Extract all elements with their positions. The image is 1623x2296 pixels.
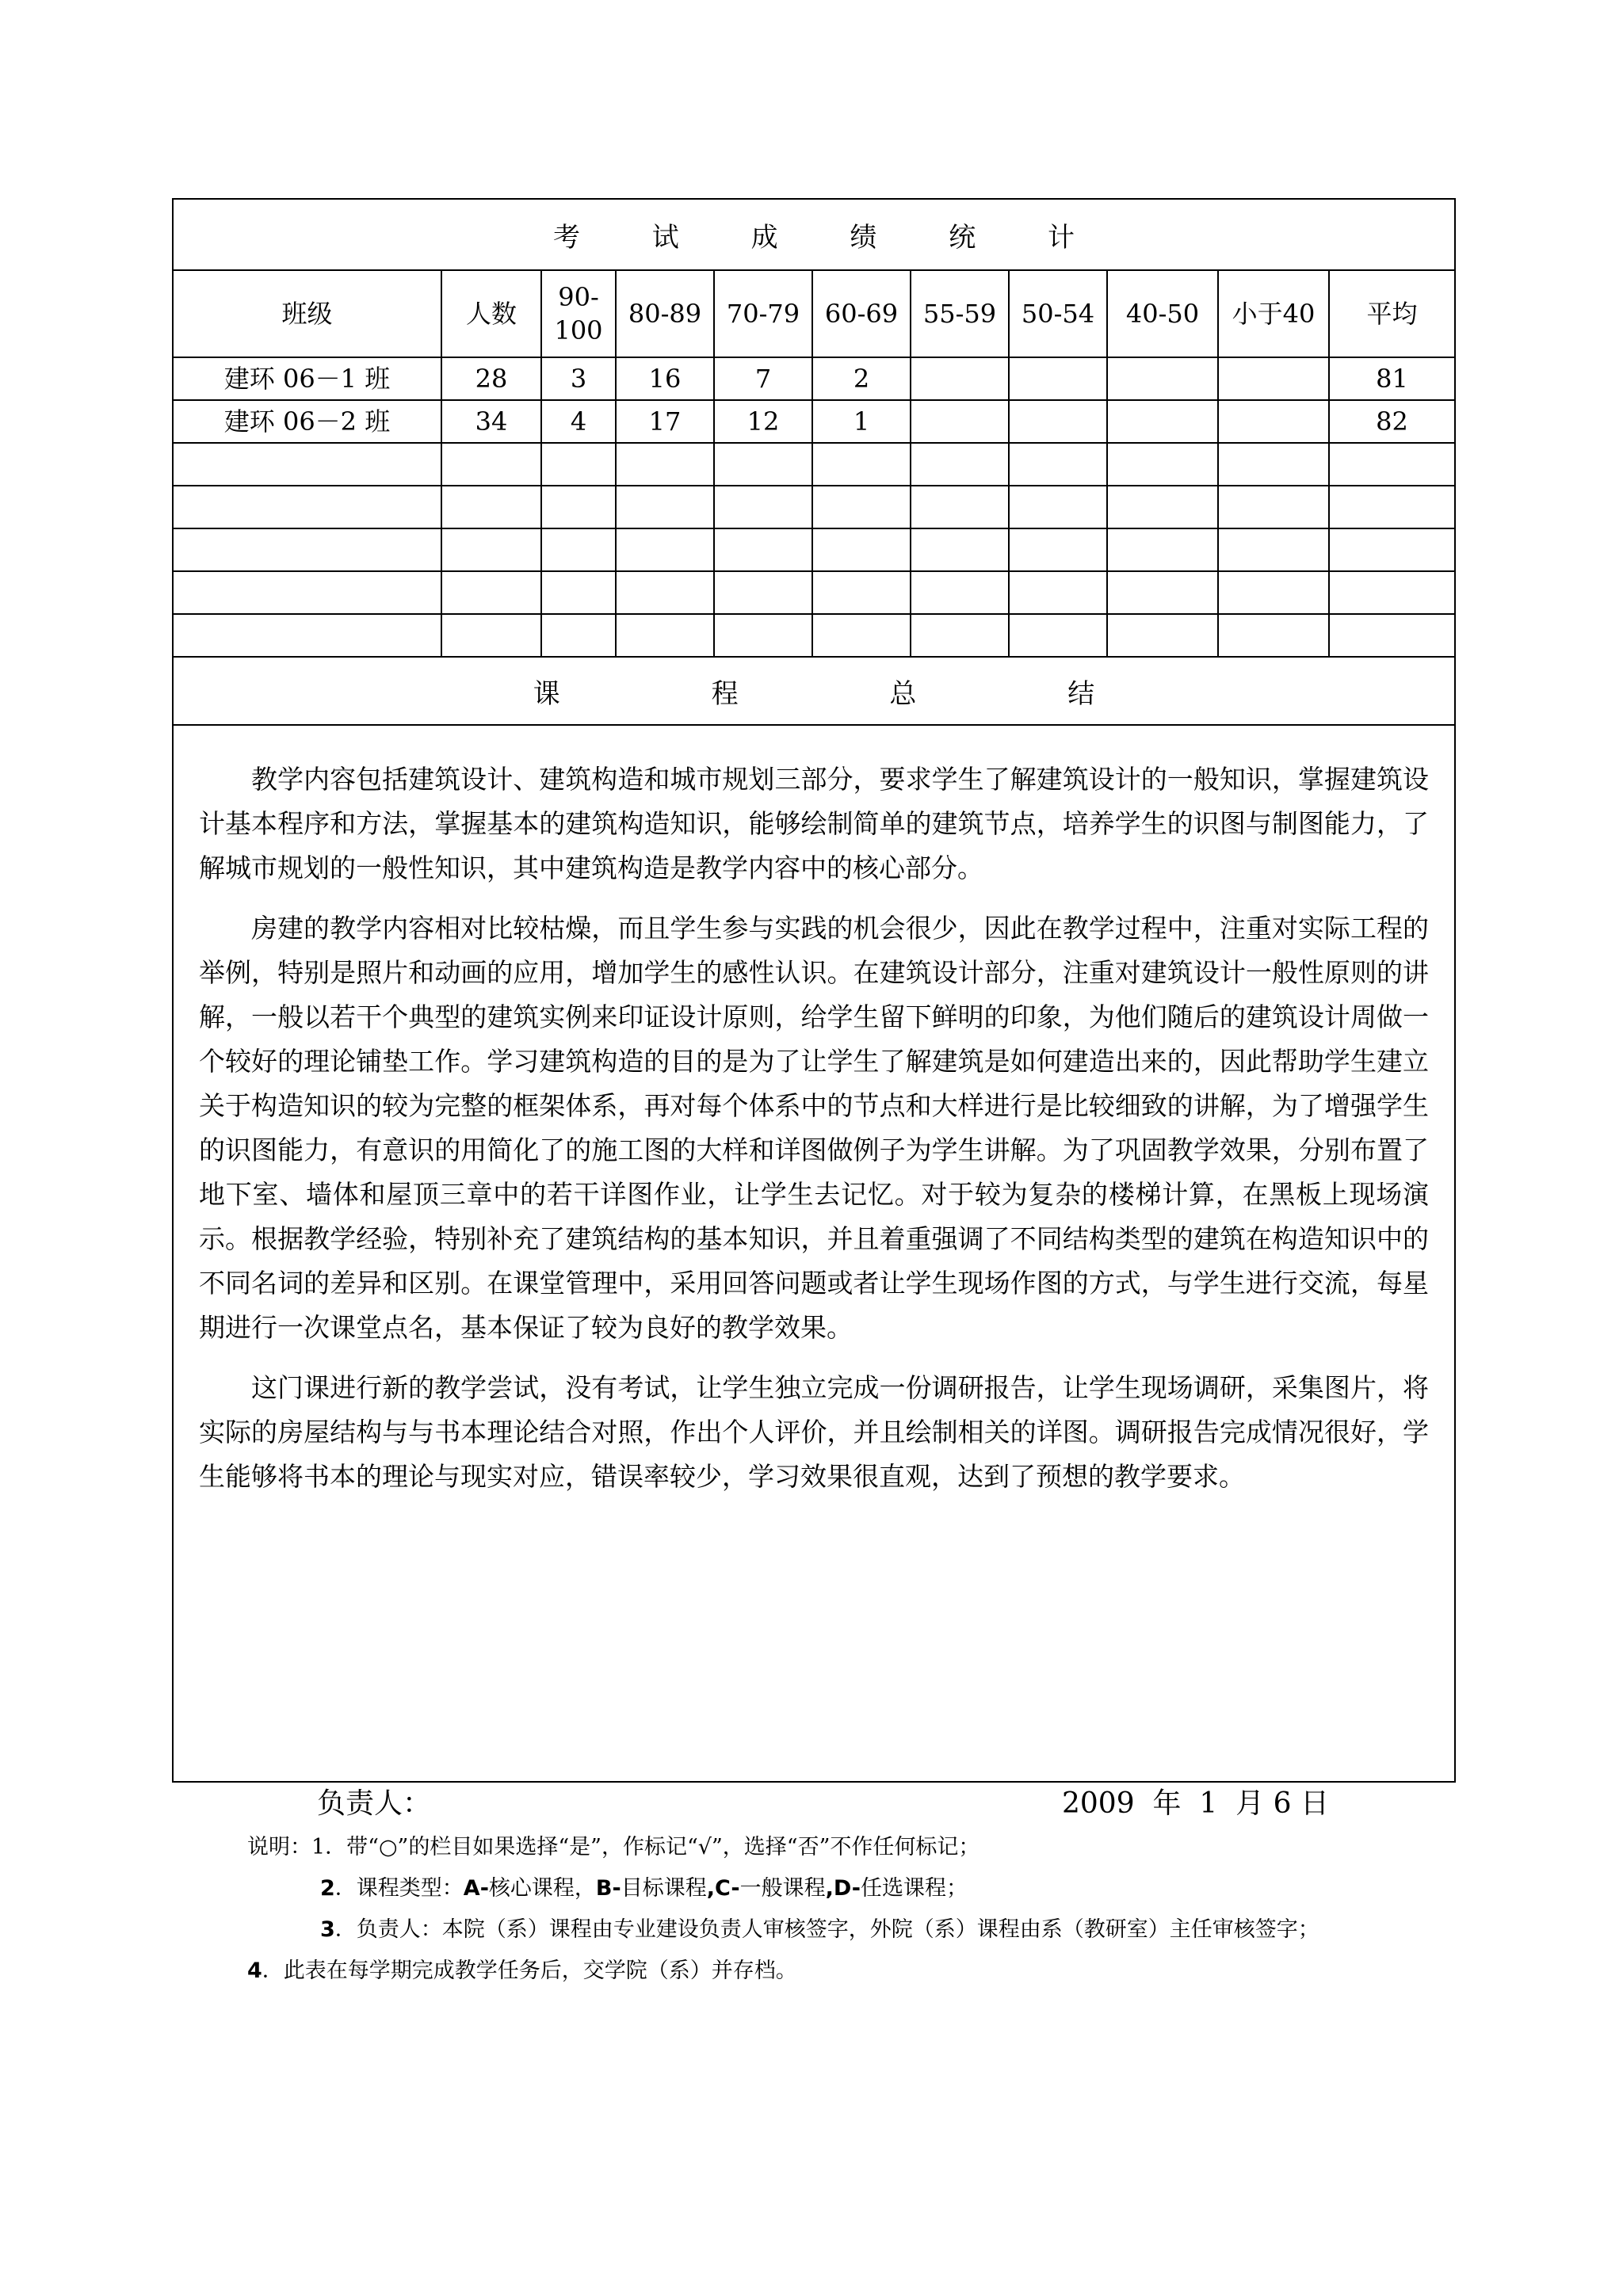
table-cell xyxy=(174,528,441,571)
stats-title: 考 试 成 绩 统 计 xyxy=(174,200,1454,271)
table-cell xyxy=(174,443,441,486)
table-cell xyxy=(616,486,714,528)
responsible-person-label: 负责人： xyxy=(317,1787,432,1820)
note-text: ．负责人：本院（系）课程由专业建设负责人审核签字，外院（系）课程由系（教研室）主任审核签字； xyxy=(334,1917,1319,1942)
table-cell xyxy=(616,571,714,614)
table-cell xyxy=(441,443,541,486)
table-cell xyxy=(911,528,1009,571)
table-cell xyxy=(714,571,812,614)
table-cell xyxy=(1009,400,1107,443)
table-cell xyxy=(1107,571,1218,614)
table-cell xyxy=(1329,443,1454,486)
table-header-row xyxy=(174,271,1454,357)
table-cell: 3 xyxy=(541,357,616,400)
column-header: 90-100 xyxy=(541,271,616,357)
table-cell xyxy=(1107,357,1218,400)
table-cell xyxy=(1107,443,1218,486)
table-cell xyxy=(616,614,714,657)
table-cell xyxy=(1107,614,1218,657)
summary-title: 课 程 总 结 xyxy=(174,658,1454,726)
column-header: 人数 xyxy=(441,271,541,357)
note-code: ,C- xyxy=(706,1876,740,1901)
note-text: ．此表在每学期完成教学任务后，交学院（系）并存档。 xyxy=(262,1958,797,1983)
table-cell: 34 xyxy=(441,400,541,443)
table-cell xyxy=(1009,571,1107,614)
table-cell xyxy=(714,528,812,571)
table-cell xyxy=(1218,571,1329,614)
note-number: 2 xyxy=(320,1876,335,1901)
table-cell xyxy=(714,443,812,486)
summary-paragraph: 房建的教学内容相对比较枯燥，而且学生参与实践的机会很少，因此在教学过程中，注重对实际工程的举例，特别是照片和动画的应用，增加学生的感性认识。在建筑设计部分，注重对建筑设计一般性原则的讲解，一般以若干个典型的建筑实例来印证设计原则，给学生留下鲜明的印象，为他们随后的建筑设计周做一个较好的理论铺垫工作。学习建筑构造的目的是为了让学生了解建筑是如何建造出来的，因此帮助学生建立关于构造知识的较为完整的框架体系，再对每个体系中的节点和大样进行是比较细致的讲解，为了增强学生的识图能力，有意识的用简化了的施工图的大样和详图做例子为学生讲解。为了巩固教学效果，分别布置了地下室、墙体和屋顶三章中的若干详图作业，让学生去记忆。对于较为复杂的楼梯计算，在黑板上现场演示。根据教学经验，特别补充了建筑结构的基本知识，并且着重强调了不同结构类型的建筑在构造知识中的不同名词的差异和区别。在课堂管理中，采用回答问题或者让学生现场作图的方式，与学生进行交流，每星期进行一次课堂点名，基本保证了较为良好的教学效果。 xyxy=(199,913,1429,1343)
table-cell xyxy=(1218,443,1329,486)
table-cell xyxy=(714,614,812,657)
table-cell xyxy=(714,486,812,528)
table-cell xyxy=(911,486,1009,528)
table-cell xyxy=(541,614,616,657)
note-code: A- xyxy=(463,1876,489,1901)
table-cell: 7 xyxy=(714,357,812,400)
column-header: 70-79 xyxy=(714,271,812,357)
note-code: ,D- xyxy=(825,1876,861,1901)
column-header: 80-89 xyxy=(616,271,714,357)
table-cell xyxy=(541,443,616,486)
table-cell xyxy=(541,528,616,571)
table-cell xyxy=(911,400,1009,443)
table-row xyxy=(174,571,1454,614)
table-cell xyxy=(441,571,541,614)
table-cell xyxy=(1009,357,1107,400)
table-cell: 建环 06－2 班 xyxy=(174,400,441,443)
course-summary-text xyxy=(174,726,1454,1499)
note-4 xyxy=(247,1954,1436,1989)
table-cell xyxy=(1009,486,1107,528)
note-text: ．课程类型： xyxy=(334,1876,464,1901)
table-cell xyxy=(911,357,1009,400)
table-cell: 4 xyxy=(541,400,616,443)
table-cell xyxy=(812,614,911,657)
table-cell xyxy=(1218,528,1329,571)
table-cell xyxy=(911,614,1009,657)
course-summary-form xyxy=(172,198,1456,1783)
notes xyxy=(247,1830,1436,1995)
table-row xyxy=(174,400,1454,443)
table-cell xyxy=(441,614,541,657)
table-row xyxy=(174,486,1454,528)
table-cell: 17 xyxy=(616,400,714,443)
table-cell xyxy=(812,486,911,528)
note-text: 任选课程； xyxy=(861,1876,968,1901)
table-cell: 81 xyxy=(1329,357,1454,400)
column-header: 50-54 xyxy=(1009,271,1107,357)
table-cell xyxy=(1218,614,1329,657)
note-text: 一般课程 xyxy=(739,1876,826,1901)
table-row xyxy=(174,443,1454,486)
table-cell xyxy=(812,528,911,571)
table-cell: 12 xyxy=(714,400,812,443)
table-cell xyxy=(441,486,541,528)
summary-paragraph: 教学内容包括建筑设计、建筑构造和城市规划三部分，要求学生了解建筑设计的一般知识，掌握建筑设计基本程序和方法，掌握基本的建筑构造知识，能够绘制简单的建筑节点，培养学生的识图与制图能力，了解城市规划的一般性知识，其中建筑构造是教学内容中的核心部分。 xyxy=(199,764,1429,883)
table-cell xyxy=(1329,528,1454,571)
table-cell xyxy=(812,443,911,486)
table-cell xyxy=(911,571,1009,614)
column-header: 班级 xyxy=(174,271,441,357)
table-cell xyxy=(174,571,441,614)
table-cell xyxy=(1218,400,1329,443)
table-cell xyxy=(812,571,911,614)
table-cell: 82 xyxy=(1329,400,1454,443)
table-cell xyxy=(1218,486,1329,528)
table-cell xyxy=(174,486,441,528)
table-cell xyxy=(1009,528,1107,571)
table-cell: 28 xyxy=(441,357,541,400)
column-header: 55-59 xyxy=(911,271,1009,357)
table-cell xyxy=(1107,486,1218,528)
table-cell xyxy=(1009,443,1107,486)
table-cell: 16 xyxy=(616,357,714,400)
table-cell xyxy=(1329,571,1454,614)
note-number: 3 xyxy=(320,1917,335,1942)
table-row xyxy=(174,528,1454,571)
table-cell xyxy=(541,571,616,614)
table-cell xyxy=(616,443,714,486)
table-cell xyxy=(1107,400,1218,443)
note-code: B- xyxy=(595,1876,621,1901)
sign-date: 2009 年 1 月 6 日 xyxy=(1062,1787,1329,1820)
table-row xyxy=(174,357,1454,400)
table-cell xyxy=(174,614,441,657)
note-1: 说明：1．带“○”的栏目如果选择“是”，作标记“√”，选择“否”不作任何标记； xyxy=(247,1835,980,1859)
table-cell xyxy=(1329,486,1454,528)
table-cell xyxy=(616,528,714,571)
column-header: 60-69 xyxy=(812,271,911,357)
column-header: 平均 xyxy=(1329,271,1454,357)
note-text: 目标课程 xyxy=(621,1876,707,1901)
summary-paragraph: 这门课进行新的教学尝试，没有考试，让学生独立完成一份调研报告，让学生现场调研，采集图片，将实际的房屋结构与与书本理论结合对照，作出个人评价，并且绘制相关的详图。调研报告完成情况很好，学生能够将书本的理论与现实对应，错误率较少，学习效果很直观，达到了预想的教学要求。 xyxy=(199,1372,1429,1492)
note-3 xyxy=(247,1913,1436,1947)
table-cell xyxy=(911,443,1009,486)
table-cell: 2 xyxy=(812,357,911,400)
table-cell: 1 xyxy=(812,400,911,443)
table-cell xyxy=(1218,357,1329,400)
table-cell: 建环 06－1 班 xyxy=(174,357,441,400)
note-number: 4 xyxy=(247,1958,262,1983)
table-cell xyxy=(1107,528,1218,571)
grade-stats-table xyxy=(174,271,1454,658)
column-header: 40-50 xyxy=(1107,271,1218,357)
note-2 xyxy=(247,1871,1436,1906)
column-header: 小于40 xyxy=(1218,271,1329,357)
note-text: 核心课程， xyxy=(488,1876,596,1901)
table-cell xyxy=(441,528,541,571)
table-cell xyxy=(1329,614,1454,657)
table-cell xyxy=(1009,614,1107,657)
table-row xyxy=(174,614,1454,657)
table-cell xyxy=(541,486,616,528)
